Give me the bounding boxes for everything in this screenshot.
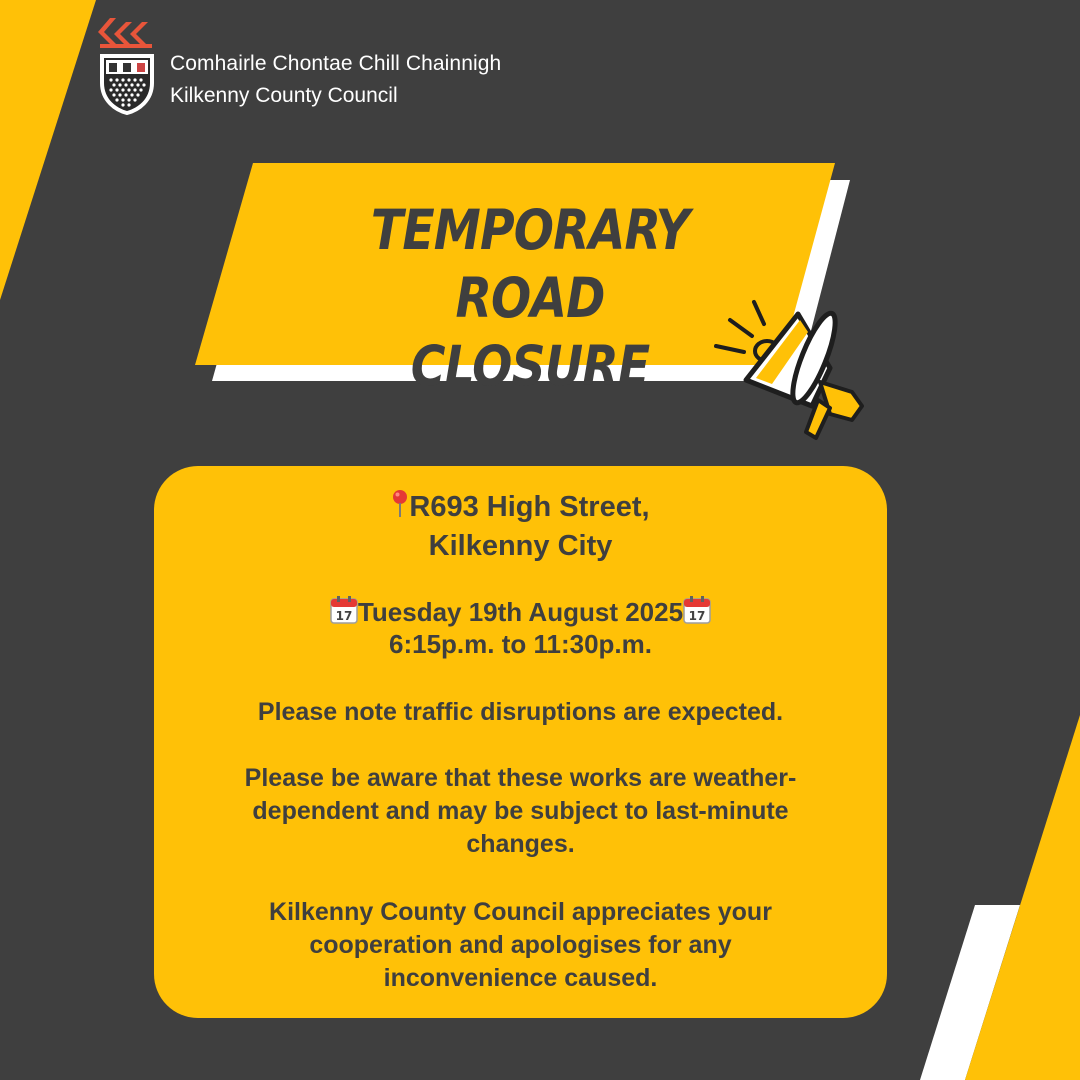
calendar-icon <box>330 596 358 624</box>
svg-text:17: 17 <box>335 609 353 623</box>
background-stripe-left <box>0 0 100 300</box>
council-crest-icon <box>99 53 155 115</box>
title-line-1: TEMPORARY ROAD <box>370 198 690 330</box>
weather-note-line-3: changes. <box>466 830 575 858</box>
closure-date-time <box>154 596 887 660</box>
calendar-icon <box>683 596 711 624</box>
svg-text:17: 17 <box>688 609 706 623</box>
location-line-2: Kilkenny City <box>428 530 613 562</box>
notice-card <box>154 466 887 1018</box>
background-stripe-right-yellow <box>965 715 1080 1080</box>
weather-note-line-2: dependent and may be subject to last-minute <box>252 797 789 825</box>
megaphone-icon <box>712 296 872 446</box>
council-name-irish: Comhairle Chontae Chill Chainnigh <box>170 52 502 75</box>
page-title <box>306 196 753 400</box>
location <box>154 488 887 566</box>
location-line-1: R693 High Street, <box>409 491 650 523</box>
apology-note <box>154 896 887 995</box>
kcc-logo-icon <box>96 18 156 50</box>
apology-line-2: cooperation and apologises for any <box>309 931 732 959</box>
title-line-2: CLOSURE <box>410 334 650 398</box>
round-pushpin-icon <box>391 489 409 519</box>
apology-line-3: inconvenience caused. <box>383 964 658 992</box>
closure-date: Tuesday 19th August 2025 <box>357 597 684 627</box>
apology-line-1: Kilkenny County Council appreciates your <box>269 898 772 926</box>
traffic-note: Please note traffic disruptions are expected. <box>257 698 784 726</box>
weather-note-line-1: Please be aware that these works are weather- <box>244 764 797 792</box>
weather-note <box>154 762 887 861</box>
council-name-english: Kilkenny County Council <box>170 84 398 107</box>
closure-time: 6:15p.m. to 11:30p.m. <box>389 629 652 659</box>
